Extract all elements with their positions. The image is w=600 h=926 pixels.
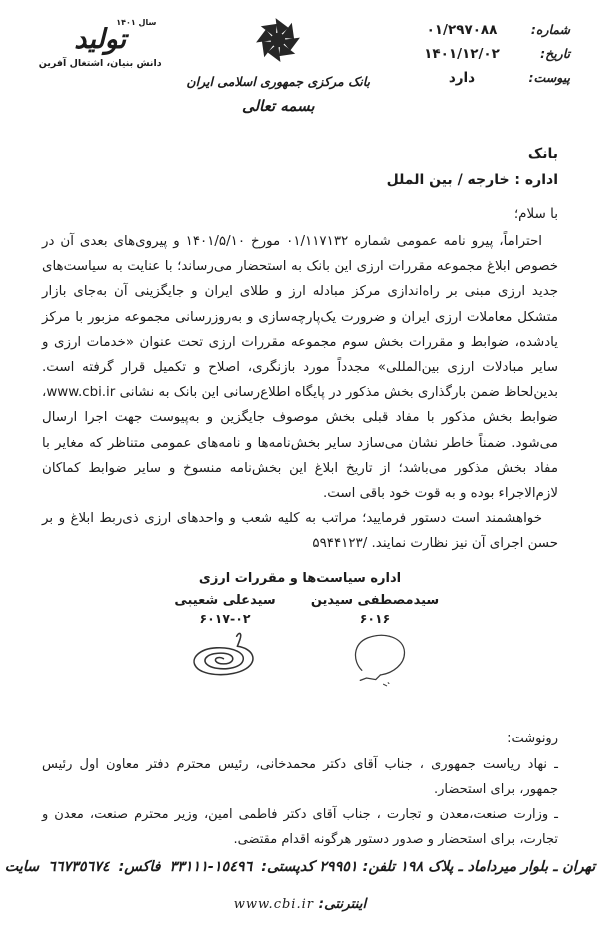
footer-postal-code: ١٥٤٩٦-٣٣١١١	[169, 859, 253, 875]
letter-meta	[382, 14, 570, 94]
signing-department: اداره سیاست‌ها و مقررات ارزی	[198, 570, 402, 586]
letter-date-row	[382, 46, 570, 62]
recipient-block	[42, 146, 558, 222]
signer-left-name: سیدعلی شعیبی	[174, 592, 276, 608]
letter-number-row	[382, 22, 570, 38]
footer-site-word: سایت	[4, 859, 40, 875]
letter-number-label: شماره:	[530, 22, 570, 37]
salutation: با سلام؛	[513, 206, 558, 222]
footer-address-line	[0, 859, 600, 875]
signer-right	[300, 593, 450, 696]
signer-right-code: ۶۰۱۶	[359, 610, 391, 626]
letter-attachment-value: دارد	[448, 70, 476, 86]
letter-body	[42, 229, 558, 557]
cc-label: رونوشت:	[507, 730, 558, 746]
bank-name: بانک مرکزی جمهوری اسلامی ایران	[186, 74, 371, 89]
letterhead	[0, 0, 600, 122]
letter-footer	[0, 859, 600, 912]
letter-date-value: ۱۴۰۱/۱۲/۰۲	[424, 46, 500, 62]
footer-fax-label: فاکس:	[118, 859, 161, 875]
letter-date-label: تاریخ:	[540, 46, 570, 61]
signer-right-name: سیدمصطفی سیدین	[310, 592, 440, 608]
footer-fax-number: ٦٦٧٣٥٦٧٤	[48, 859, 110, 875]
slogan-year: سال ۱۴۰۱	[116, 18, 157, 27]
bank-logo-block	[174, 14, 382, 115]
recipient-bank: بانک	[527, 146, 558, 162]
year-slogan-logo	[26, 14, 174, 69]
letter-number-value: ۰۱/۲۹۷۰۸۸	[426, 22, 498, 38]
loop-signature-icon	[327, 630, 423, 692]
footer-website-line	[0, 896, 600, 912]
footer-address-text: تهران ـ بلوار میرداماد ـ پلاک ١٩٨ تلفن: ٢٩٩٥١ کدپستی:	[261, 859, 596, 875]
signers-row	[150, 593, 450, 696]
cc-item: ـ وزارت صنعت،معدن و تجارت ، جناب آقای دکتر فاطمی امین، وزیر محترم صنعت، معدن و تجارت، برای استحضار و صدور دستور هرگونه اقدام مقتضی.	[42, 806, 558, 847]
besmele-calligraphy: بسمه تعالی	[241, 97, 315, 115]
body-paragraph-2: خواهشمند است دستور فرمایید؛ مراتب به کلیه شعب و واحدهای ارزی ذی‌ربط ابلاغ و بر حسن اجرای آن نیز نظارت نمایند. /۵۹۴۴۱۲۳	[42, 511, 558, 552]
signature-block	[150, 571, 450, 696]
spiral-signature-icon	[177, 630, 273, 692]
letter-attachment-row	[382, 70, 570, 86]
slogan-word: تولید	[74, 24, 127, 55]
slogan-subtitle: دانش بنیان، اشتغال آفرین	[38, 58, 162, 69]
signer-left	[150, 593, 300, 696]
footer-website-url: www.cbi.ir	[233, 897, 314, 912]
signer-left-code: ۶۰۱۷-۰۲	[199, 610, 251, 626]
recipient-department: اداره : خارجه / بین الملل	[386, 172, 558, 188]
cc-item: ـ نهاد ریاست جمهوری ، جناب آقای دکتر محمدخانی، رئیس محترم دفتر معاون اول رئیس جمهور، برای استحضار.	[42, 756, 558, 797]
body-paragraph-1: احتراماً، پیرو نامه عمومی شماره ۰۱/۱۱۷۱۳۲ مورخ ۱۴۰۱/۵/۱۰ و پیروی‌های بعدی آن در خصوص ابلاغ مجموعه مقررات ارزی این بانک به استحضار می‌رساند؛ با عنایت به سیاست‌های جدید ارزی مبنی بر راه‌اندازی مرکز مبادله ارز و طلای ایران و جایگزینی آن به‌جای بازار متشکل معاملات ارزی ایران و ضرورت یک‌پارچه‌سازی و به‌روزرسانی مجموعه مزبور با مرکز یادشده، ضوابط و مقررات بخش سوم مجموعه مقررات ارزی تحت عنوان «خدمات ارزی و سایر مبادلات ارزی بین‌المللی» مجدداً مورد بازنگری، اصلاح و تکمیل قرار گرفته است. بدین‌لحاظ ضمن بارگذاری بخش مذکور در پایگاه اطلاع‌رسانی این بانک به نشانی www.cbi.ir، ضوابط بخش مذکور با مفاد قبلی بخش موصوف جایگزین و به‌پیوست جهت اجرا ارسال می‌شود. ضمناً خاطر نشان می‌سازد سایر بخش‌نامه‌ها و نامه‌های عمومی متناظر که مغایر با مفاد بخش مذکور می‌باشد؛ از تاریخ ابلاغ این بخش‌نامه منسوخ و سایر ضوابط کماکان لازم‌الاجراء بوده و به قوت خود باقی است.	[42, 234, 558, 502]
cbi-emblem-icon	[252, 14, 304, 66]
footer-website-label: اینترنتی:	[318, 896, 367, 912]
cc-block	[42, 726, 558, 852]
letter-attachment-label: پیوست:	[528, 70, 570, 85]
